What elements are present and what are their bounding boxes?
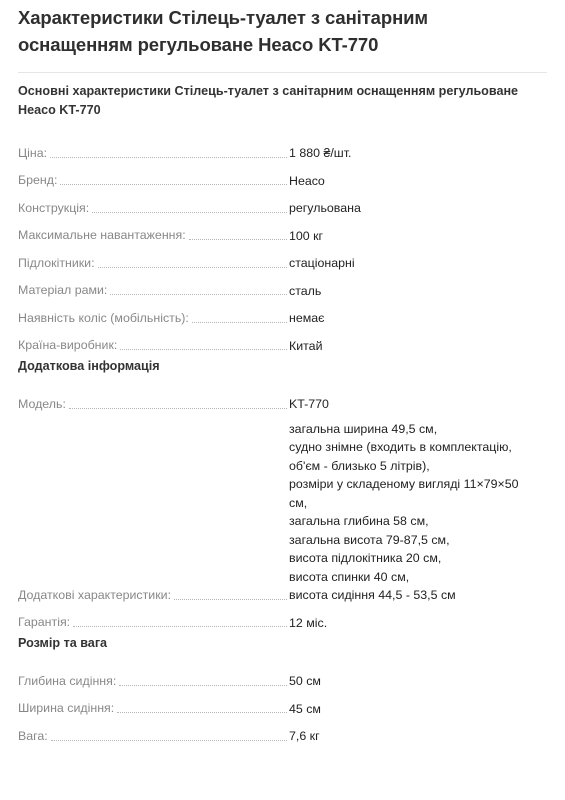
dotted-leader bbox=[60, 184, 287, 185]
spec-row-frame-material bbox=[18, 275, 547, 303]
spec-value-multiline bbox=[289, 420, 547, 607]
spec-row-model bbox=[18, 388, 547, 416]
dotted-leader bbox=[92, 212, 287, 213]
spec-label: Вага: bbox=[18, 728, 48, 743]
spec-label: Конструкція: bbox=[18, 200, 90, 215]
spec-row-price bbox=[18, 137, 547, 165]
spec-value-line: судно знімне (входить в комплектацію, bbox=[289, 440, 512, 454]
spec-value-line: розміри у складеному вигляді 11×79×50 bbox=[289, 477, 519, 491]
spec-label: Максимальне навантаження: bbox=[18, 228, 186, 242]
spec-value-line: см, bbox=[289, 495, 308, 510]
dotted-leader bbox=[51, 740, 287, 741]
spec-row-construction bbox=[18, 192, 547, 220]
section-heading-size-weight: Розмір та вага bbox=[18, 636, 108, 650]
dotted-leader bbox=[117, 712, 287, 713]
spec-value: 12 міс. bbox=[289, 615, 328, 630]
spec-row-max-load bbox=[18, 220, 547, 248]
dotted-leader bbox=[174, 599, 287, 600]
spec-row-warranty bbox=[18, 607, 547, 635]
spec-row-brand bbox=[18, 165, 547, 193]
spec-list-size-weight bbox=[18, 665, 547, 748]
dotted-leader bbox=[119, 685, 287, 686]
dotted-leader bbox=[189, 239, 287, 240]
spec-label: Гарантія: bbox=[18, 615, 71, 629]
spec-value: Heaco bbox=[289, 173, 325, 188]
spec-label: Матеріал рами: bbox=[18, 283, 108, 297]
spec-row-country bbox=[18, 330, 547, 358]
spec-value-line: висота сидіння 44,5 - 53,5 см bbox=[289, 588, 456, 602]
spec-row-armrests bbox=[18, 247, 547, 275]
spec-value: Китай bbox=[289, 338, 323, 353]
spec-value: 45 см bbox=[289, 701, 321, 716]
spec-list-additional bbox=[18, 388, 547, 634]
title-divider bbox=[18, 72, 547, 73]
spec-value-line: загальна глибина 58 см, bbox=[289, 514, 429, 528]
spec-label: Країна-виробник: bbox=[18, 338, 118, 352]
spec-list-main bbox=[18, 137, 547, 357]
spec-value: 100 кг bbox=[289, 228, 324, 243]
dotted-leader bbox=[73, 626, 287, 627]
spec-row-wheels bbox=[18, 302, 547, 330]
spec-row-weight bbox=[18, 720, 547, 748]
spec-label: Бренд: bbox=[18, 173, 58, 187]
spec-value: 7,6 кг bbox=[289, 729, 320, 743]
spec-row-seat-width bbox=[18, 693, 547, 721]
dotted-leader bbox=[50, 157, 287, 158]
dotted-leader bbox=[110, 294, 287, 295]
dotted-leader bbox=[192, 322, 287, 323]
spec-row-extra-features bbox=[18, 420, 547, 607]
spec-value-line: висота підлокітника 20 см, bbox=[289, 551, 442, 565]
spec-label: Підлокітники: bbox=[18, 255, 95, 270]
spec-label: Ширина сидіння: bbox=[18, 701, 115, 715]
spec-value-line: загальна ширина 49,5 см, bbox=[289, 421, 438, 436]
spec-row-seat-depth bbox=[18, 665, 547, 693]
spec-value: 1 880 ₴/шт. bbox=[289, 146, 352, 160]
spec-label: Додаткові характеристики: bbox=[18, 587, 172, 602]
spec-value: 50 см bbox=[289, 674, 321, 688]
spec-value: KT-770 bbox=[289, 397, 329, 411]
page-title: Характеристики Стілець-туалет з санітарним оснащенням регульоване Heaco KT-770 bbox=[18, 7, 428, 55]
section-heading-main: Основні характеристики Стілець-туалет з санітарним оснащенням регульоване Heaco KT-770 bbox=[18, 84, 519, 117]
spec-value: сталь bbox=[289, 283, 322, 298]
spec-value: стаціонарні bbox=[289, 256, 355, 270]
spec-label: Глибина сидіння: bbox=[18, 673, 117, 688]
spec-label: Ціна: bbox=[18, 145, 48, 160]
spec-label: Наявність коліс (мобільність): bbox=[18, 310, 189, 325]
spec-value-line: загальна висота 79-87,5 см, bbox=[289, 532, 450, 547]
dotted-leader bbox=[69, 408, 287, 409]
dotted-leader bbox=[98, 267, 287, 268]
section-heading-additional: Додаткова інформація bbox=[18, 359, 160, 373]
spec-value: немає bbox=[289, 311, 325, 325]
dotted-leader bbox=[120, 349, 287, 350]
spec-value-line: об'єм - близько 5 літрів), bbox=[289, 458, 430, 473]
spec-value-line: висота спинки 40 см, bbox=[289, 569, 410, 584]
spec-label: Модель: bbox=[18, 396, 66, 411]
spec-value: регульована bbox=[289, 201, 361, 215]
